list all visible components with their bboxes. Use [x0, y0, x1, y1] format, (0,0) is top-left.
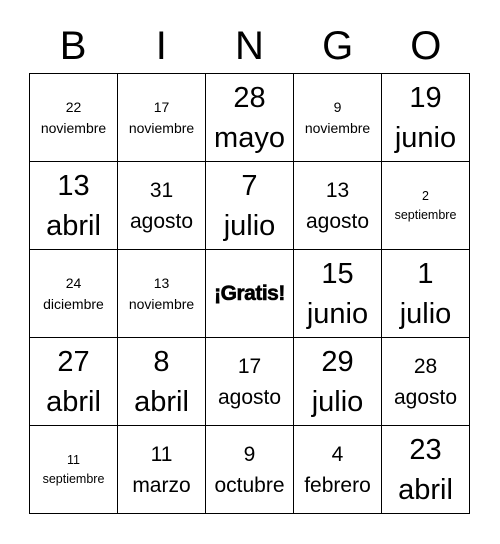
bingo-cell[interactable] [30, 162, 118, 250]
header-letter-n: N [235, 24, 264, 68]
bingo-cell[interactable] [294, 426, 382, 514]
cell-text: 11 septiembre [42, 452, 105, 486]
bingo-cell[interactable] [206, 338, 294, 426]
bingo-cell[interactable] [30, 250, 118, 338]
header-letter-b: B [59, 24, 87, 68]
cell-text: 9 octubre [214, 442, 285, 497]
bingo-cell[interactable] [382, 250, 470, 338]
bingo-cell[interactable] [118, 74, 206, 162]
cell-text: 22 noviembre [40, 98, 107, 136]
bingo-cell[interactable] [382, 338, 470, 426]
bingo-cell[interactable] [30, 74, 118, 162]
bingo-cell[interactable] [294, 338, 382, 426]
cell-text: 28 mayo [214, 81, 285, 154]
cell-text: 8 abril [134, 345, 189, 418]
bingo-cell[interactable] [294, 74, 382, 162]
header-letter-g: G [322, 24, 354, 68]
free-space-cell[interactable] [206, 250, 294, 338]
cell-text: 13 abril [46, 169, 101, 242]
bingo-cell[interactable] [294, 250, 382, 338]
bingo-cell[interactable] [294, 162, 382, 250]
bingo-cell[interactable] [118, 162, 206, 250]
bingo-header [29, 18, 470, 74]
cell-text: 28 agosto [393, 354, 458, 409]
cell-text: 31 agosto [129, 178, 194, 233]
cell-text: 4 febrero [304, 442, 371, 497]
cell-text: 13 noviembre [128, 274, 195, 312]
cell-text: 1 julio [399, 257, 452, 330]
cell-text: 24 diciembre [43, 274, 104, 312]
bingo-cell[interactable] [206, 426, 294, 514]
bingo-cell[interactable] [206, 162, 294, 250]
bingo-cell[interactable] [30, 338, 118, 426]
cell-text: 29 julio [311, 345, 364, 418]
bingo-grid [29, 73, 470, 514]
bingo-cell[interactable] [118, 250, 206, 338]
cell-text: 19 junio [394, 81, 457, 154]
cell-text: 9 noviembre [304, 98, 371, 136]
header-letter-o: O [410, 24, 442, 68]
cell-text: 2 septiembre [394, 188, 457, 222]
bingo-cell[interactable] [382, 426, 470, 514]
bingo-cell[interactable] [118, 426, 206, 514]
cell-text: 13 agosto [305, 178, 370, 233]
cell-text: 27 abril [46, 345, 101, 418]
free-space-label: ¡Gratis! [214, 281, 285, 305]
cell-text: 17 noviembre [128, 98, 195, 136]
cell-text: 23 abril [398, 433, 453, 506]
bingo-cell[interactable] [30, 426, 118, 514]
cell-text: 17 agosto [217, 354, 282, 409]
bingo-cell[interactable] [382, 162, 470, 250]
bingo-cell[interactable] [118, 338, 206, 426]
cell-text: 7 julio [223, 169, 276, 242]
bingo-cell[interactable] [206, 74, 294, 162]
bingo-cell[interactable] [382, 74, 470, 162]
cell-text: 15 junio [306, 257, 369, 330]
header-letter-i: I [155, 24, 167, 68]
cell-text: 11 marzo [132, 442, 191, 497]
